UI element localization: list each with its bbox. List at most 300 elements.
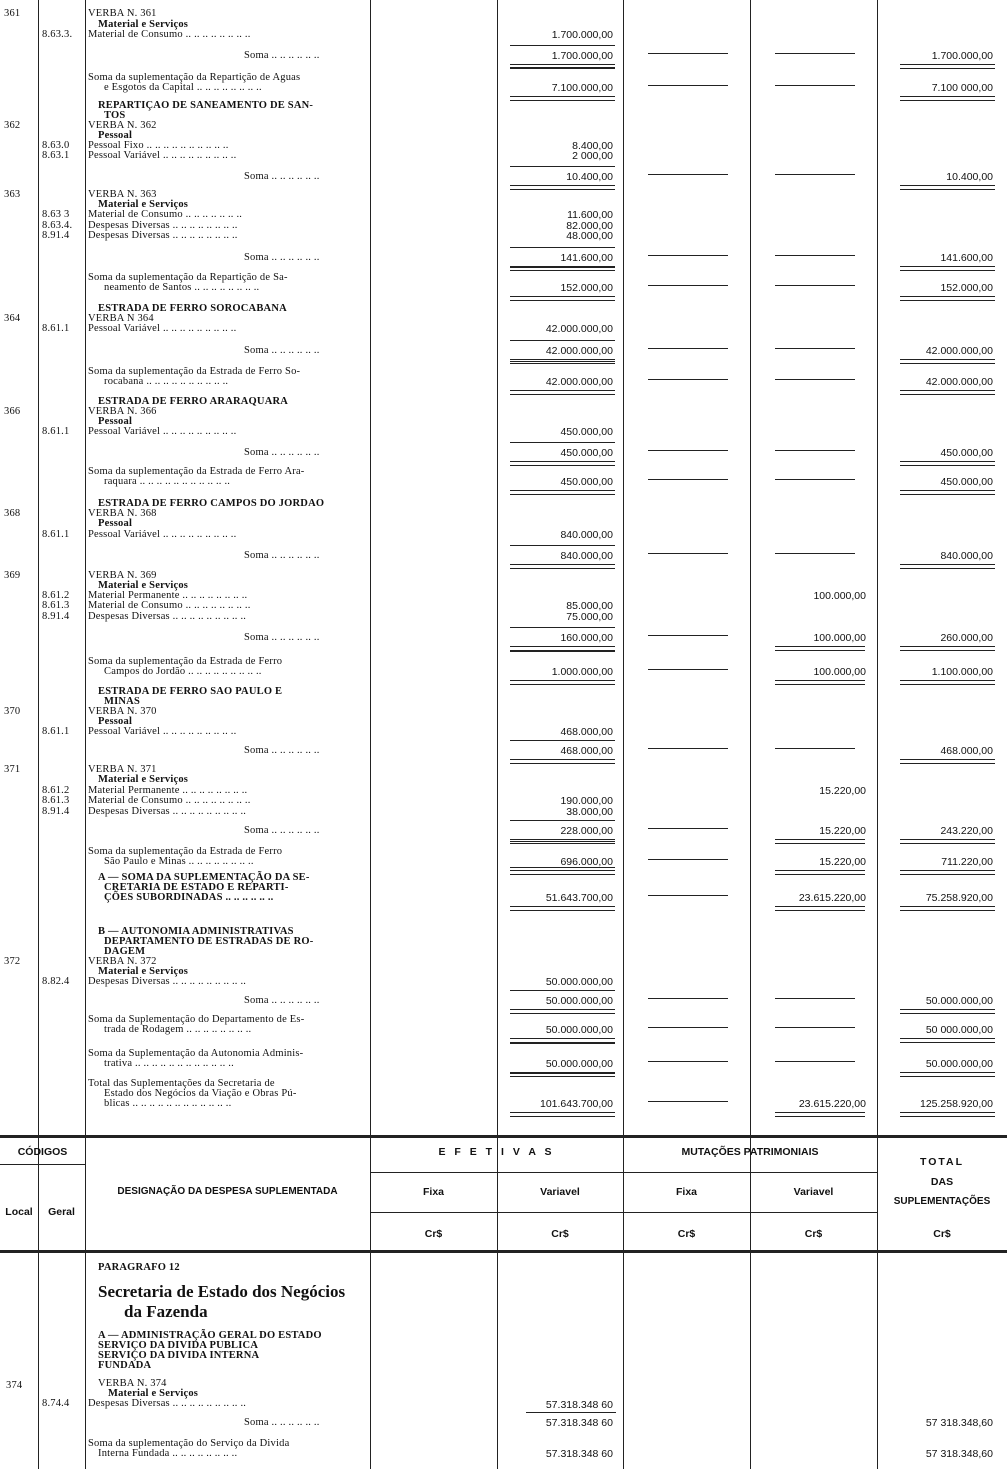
dash-var-pat — [775, 285, 855, 286]
designation-text: Soma .. .. .. .. .. .. — [244, 745, 320, 756]
value-variavel-patrimonial: 15.220,00 — [819, 825, 866, 837]
designation-text: Pessoal — [98, 716, 133, 727]
double-rule-total — [900, 490, 995, 495]
admin-line-1: A — ADMINISTRAÇÃO GERAL DO ESTADO — [98, 1330, 322, 1341]
designation-text: Despesas Diversas .. .. .. .. .. .. .. .. .. — [88, 611, 247, 622]
designation-text: ESTRADA DE FERRO CAMPOS DO JORDAO — [98, 498, 325, 509]
dash-fixa-pat — [648, 998, 728, 999]
double-rule-total — [900, 461, 995, 466]
local-code: 372 — [4, 956, 21, 967]
designation-text: Soma da Suplementação da Autonomia Adminis- — [88, 1048, 304, 1059]
designation-text: ÇÕES SUBORDINADAS .. .. .. .. .. .. — [104, 892, 274, 903]
dash-var-pat — [775, 348, 855, 349]
value-variavel: 10.400,00 — [566, 171, 613, 183]
double-rule-var-pat — [775, 870, 865, 875]
designation-text: e Esgotos da Capital .. .. .. .. .. .. .. .. — [104, 82, 262, 93]
value-total: 75.258.920,00 — [925, 892, 993, 904]
soma-374-label: Soma .. .. .. .. .. .. — [244, 1417, 320, 1428]
designation-text: VERBA N. 369 — [88, 570, 157, 581]
soma-374-total: 57 318.348,60 — [925, 1417, 993, 1429]
double-rule-total — [900, 646, 995, 651]
value-total: 50 000.000,00 — [925, 1024, 993, 1036]
header-top-rule — [0, 1135, 1007, 1138]
local-code-374: 374 — [6, 1380, 23, 1391]
designation-text: Despesas Diversas .. .. .. .. .. .. .. .. — [88, 220, 238, 231]
local-code: 364 — [4, 313, 21, 324]
sum-rule — [510, 651, 615, 652]
sum-rule — [510, 340, 615, 341]
designation-text: B — AUTONOMIA ADMINISTRATIVAS — [98, 926, 294, 937]
dash-var-pat — [775, 998, 855, 999]
value-variavel: 696.000,00 — [560, 856, 613, 868]
designation-text: Soma da suplementação da Estrada de Ferro — [88, 656, 283, 667]
value-variavel: 50.000.000,00 — [545, 1058, 613, 1070]
value-variavel: 1.000.000,00 — [551, 666, 613, 678]
value-total: 125.258.920,00 — [920, 1098, 993, 1110]
geral-code: 8.91.4 — [42, 806, 70, 817]
rule-desig-fixa — [370, 0, 371, 1469]
value-variavel: 50.000.000,00 — [545, 1024, 613, 1036]
designation-text: VERBA N. 361 — [88, 8, 157, 19]
designation-text: Pessoal Variável .. .. .. .. .. .. .. .. .. — [88, 323, 237, 334]
designation-text: ESTRADA DE FERRO SOROCABANA — [98, 303, 287, 314]
dash-fixa-pat — [648, 285, 728, 286]
double-rule-variavel — [510, 906, 615, 911]
designation-text: Soma .. .. .. .. .. .. — [244, 252, 320, 263]
designation-text: Soma .. .. .. .. .. .. — [244, 171, 320, 182]
designation-text: DAGEM — [104, 946, 146, 957]
header-fixa: Fixa — [422, 1186, 444, 1198]
value-variavel: 7.100.000,00 — [551, 82, 613, 94]
header-total: TOTAL — [919, 1156, 965, 1168]
geral-code: 8.61.1 — [42, 529, 70, 540]
dash-fixa-pat — [648, 669, 728, 670]
geral-code: 8.61.3 — [42, 600, 70, 611]
double-rule-variavel — [510, 296, 615, 301]
dash-fixa-pat — [648, 1101, 728, 1102]
geral-code: 8.61.3 — [42, 795, 70, 806]
sum-rule — [510, 442, 615, 443]
designation-text: Soma .. .. .. .. .. .. — [244, 632, 320, 643]
header-fixa-pat: Fixa — [675, 1186, 697, 1198]
designation-text: Estado dos Negócios da Viação e Obras Pú- — [104, 1088, 297, 1099]
dash-var-pat — [775, 53, 855, 54]
double-rule-var-pat — [775, 839, 865, 844]
designation-text: Total das Suplementações da Secretaria de — [88, 1078, 275, 1089]
secretaria-title-2: da Fazenda — [124, 1302, 208, 1321]
value-total: 840.000,00 — [940, 550, 993, 562]
header-efetivas: E F E T I V A S — [438, 1146, 555, 1158]
designation-text: neamento de Santos .. .. .. .. .. .. .. .. — [104, 282, 260, 293]
designation-text: blicas .. .. .. .. .. .. .. .. .. .. .. .. — [104, 1098, 232, 1109]
value-variavel: 50.000.000,00 — [545, 976, 613, 988]
local-code: 368 — [4, 508, 21, 519]
double-rule-total — [900, 1112, 995, 1117]
value-variavel-patrimonial: 15.220,00 — [819, 856, 866, 868]
dash-var-pat — [775, 553, 855, 554]
double-rule-var-pat — [775, 1112, 865, 1117]
double-rule-total — [900, 359, 995, 364]
double-rule-variavel — [510, 96, 615, 101]
designation-text: Pessoal — [98, 416, 133, 427]
local-code: 362 — [4, 120, 21, 131]
designation-text: Material Permanente .. .. .. .. .. .. .. .. — [88, 785, 248, 796]
double-rule-total — [900, 64, 995, 69]
designation-text: Material de Consumo .. .. .. .. .. .. .. .. — [88, 795, 251, 806]
local-code: 369 — [4, 570, 21, 581]
dash-var-pat — [775, 174, 855, 175]
designation-text: Soma da suplementação da Estrada de Ferro Ara- — [88, 466, 305, 477]
value-variavel: 8.400,00 — [572, 140, 613, 152]
double-rule-var-pat — [775, 680, 865, 685]
admin-line-3: SERVIÇO DA DIVIDA INTERNA — [98, 1350, 260, 1361]
sum-rule — [510, 990, 615, 991]
sum-rule — [510, 166, 615, 167]
double-rule-total — [900, 906, 995, 911]
value-variavel: 42.000.000,00 — [545, 376, 613, 388]
sum-rule — [510, 841, 615, 842]
value-total: 152.000,00 — [940, 282, 993, 294]
dash-fixa-pat — [648, 85, 728, 86]
double-rule-total — [900, 266, 995, 271]
double-rule-variavel — [510, 870, 615, 875]
value-variavel: 840.000,00 — [560, 550, 613, 562]
value-variavel-patrimonial: 100.000,00 — [813, 632, 866, 644]
rule-pvar-total — [877, 0, 878, 1469]
admin-line-2: SERVIÇO DA DIVIDA PUBLICA — [98, 1340, 259, 1351]
geral-code: 8.63.0 — [42, 140, 70, 151]
dash-var-pat — [775, 379, 855, 380]
dash-var-pat — [775, 85, 855, 86]
designation-text: Material e Serviços — [98, 774, 189, 785]
designation-text: Pessoal Variável .. .. .. .. .. .. .. .. .. — [88, 150, 237, 161]
dash-fixa-pat — [648, 859, 728, 860]
designation-text: Pessoal — [98, 130, 133, 141]
value-total: 10.400,00 — [946, 171, 993, 183]
value-variavel: 75.000,00 — [566, 611, 613, 623]
value-total: 141.600,00 — [940, 252, 993, 264]
dash-var-pat — [775, 748, 855, 749]
secretaria-title-1: Secretaria de Estado dos Negócios — [98, 1282, 346, 1301]
paragrafo-title: PARAGRAFO 12 — [98, 1262, 180, 1273]
sum-rule — [510, 247, 615, 248]
sum-rule — [510, 820, 615, 821]
designation-text: Pessoal Fixo .. .. .. .. .. .. .. .. .. .. — [88, 140, 229, 151]
geral-code-874: 8.74.4 — [42, 1398, 70, 1409]
dash-fixa-pat — [648, 1027, 728, 1028]
header-cr-2: Cr$ — [551, 1228, 569, 1240]
rule-local-geral — [38, 0, 39, 1469]
rule-374 — [526, 1412, 616, 1413]
local-code: 371 — [4, 764, 21, 775]
dash-fixa-pat — [648, 895, 728, 896]
value-variavel: 42.000.000,00 — [545, 323, 613, 335]
value-variavel: 152.000,00 — [560, 282, 613, 294]
value-total: 450.000,00 — [940, 476, 993, 488]
dash-fixa-pat — [648, 1061, 728, 1062]
value-variavel: 228.000,00 — [560, 825, 613, 837]
designation-text: trativa .. .. .. .. .. .. .. .. .. .. .. .. — [104, 1058, 234, 1069]
sum-rule — [510, 267, 615, 268]
double-rule-total — [900, 680, 995, 685]
despesas-diversas-374: Despesas Diversas .. .. .. .. .. .. .. .. .. — [88, 1398, 247, 1409]
double-rule-variavel — [510, 1112, 615, 1117]
header-bottom-rule — [0, 1250, 1007, 1253]
designation-text: VERBA N 364 — [88, 313, 154, 324]
designation-text: Material de Consumo .. .. .. .. .. .. .. — [88, 209, 243, 220]
double-rule-total — [900, 1038, 995, 1043]
double-rule-variavel — [510, 490, 615, 495]
value-variavel: 190.000,00 — [560, 795, 613, 807]
value-variavel: 11.600,00 — [567, 209, 613, 221]
header-cr-3: Cr$ — [677, 1228, 696, 1240]
geral-code: 8.63 3 — [42, 209, 70, 220]
dash-var-pat — [775, 255, 855, 256]
geral-code: 8.61.2 — [42, 785, 70, 796]
designation-text: A — SOMA DA SUPLEMENTAÇÃO DA SE- — [98, 872, 310, 883]
dash-var-pat — [775, 1027, 855, 1028]
designation-text: Campos do Jordão .. .. .. .. .. .. .. .. .. — [104, 666, 262, 677]
dash-fixa-pat — [648, 828, 728, 829]
designation-text: Pessoal Variável .. .. .. .. .. .. .. .. .. — [88, 426, 237, 437]
dash-fixa-pat — [648, 53, 728, 54]
designation-text: Soma da suplementação da Estrada de Ferro So- — [88, 366, 301, 377]
value-variavel: 42.000.000,00 — [545, 345, 613, 357]
designation-text: Material de Consumo .. .. .. .. .. .. .. .. — [88, 600, 251, 611]
geral-code: 8.63.3. — [42, 29, 73, 40]
designation-text: VERBA N. 370 — [88, 706, 157, 717]
value-variavel: 51.643.700,00 — [545, 892, 613, 904]
geral-code: 8.61.1 — [42, 323, 70, 334]
value-variavel: 450.000,00 — [560, 426, 613, 438]
designation-text: Soma da suplementação da Repartição de Sa- — [88, 272, 288, 283]
dash-fixa-pat — [648, 174, 728, 175]
double-rule-variavel — [510, 680, 615, 685]
dash-var-pat — [775, 1061, 855, 1062]
double-rule-total — [900, 185, 995, 190]
sum-rule — [510, 461, 615, 462]
designation-text: CRETARIA DE ESTADO E REPARTI- — [104, 882, 289, 893]
sum-rule — [510, 545, 615, 546]
dash-fixa-pat — [648, 748, 728, 749]
local-code: 370 — [4, 706, 21, 717]
designation-text: Soma .. .. .. .. .. .. — [244, 550, 320, 561]
value-total: 450.000,00 — [940, 447, 993, 459]
efetivas-rule — [370, 1172, 877, 1173]
double-rule-total — [900, 839, 995, 844]
geral-code: 8.91.4 — [42, 611, 70, 622]
rule-pfixa-pvar — [750, 0, 751, 1469]
value-total: 7.100 000,00 — [931, 82, 993, 94]
designation-text: TOS — [104, 110, 126, 121]
sum-rule — [510, 45, 615, 46]
designation-text: Soma .. .. .. .. .. .. — [244, 50, 320, 61]
double-rule-total — [900, 390, 995, 395]
designation-text: Material de Consumo .. .. .. .. .. .. .. .. — [88, 29, 251, 40]
header-local: Local — [5, 1206, 33, 1218]
designation-text: REPARTIÇAO DE SANEAMENTO DE SAN- — [98, 100, 314, 111]
designation-text: São Paulo e Minas .. .. .. .. .. .. .. .. — [104, 856, 254, 867]
dash-var-pat — [775, 450, 855, 451]
designation-text: Despesas Diversas .. .. .. .. .. .. .. .. — [88, 230, 238, 241]
geral-code: 8.61.2 — [42, 590, 70, 601]
value-variavel-patrimonial: 23.615.220,00 — [798, 1098, 866, 1110]
double-rule-total — [900, 296, 995, 301]
soma-divida-2: Interna Fundada .. .. .. .. .. .. .. .. — [98, 1448, 238, 1459]
designation-text: VERBA N. 371 — [88, 764, 157, 775]
double-rule-variavel — [510, 759, 615, 764]
value-variavel: 450.000,00 — [560, 447, 613, 459]
value-variavel-patrimonial: 23.615.220,00 — [798, 892, 866, 904]
double-rule-total — [900, 564, 995, 569]
soma-divida-variavel: 57.318.348 60 — [545, 1448, 613, 1460]
subhead-rule — [370, 1212, 877, 1213]
local-code: 363 — [4, 189, 21, 200]
rule-geral-desig — [85, 0, 86, 1469]
dash-fixa-pat — [648, 348, 728, 349]
designation-text: trada de Rodagem .. .. .. .. .. .. .. .. — [104, 1024, 252, 1035]
designation-text: Pessoal — [98, 518, 133, 529]
designation-text: ESTRADA DE FERRO ARARAQUARA — [98, 396, 289, 407]
designation-text: Material e Serviços — [98, 199, 189, 210]
sum-rule — [510, 67, 615, 68]
header-designacao: DESIGNAÇÃO DA DESPESA SUPLEMENTADA — [117, 1186, 338, 1197]
header-suplementacoes: SUPLEMENTAÇÕES — [893, 1196, 991, 1207]
value-variavel: 2 000,00 — [572, 150, 613, 162]
designation-text: Material Permanente .. .. .. .. .. .. .. .. — [88, 590, 248, 601]
geral-code: 8.63.1 — [42, 150, 70, 161]
value-variavel: 1.700.000,00 — [551, 50, 613, 62]
value-total: 50.000.000,00 — [925, 995, 993, 1007]
value-total: 468.000,00 — [940, 745, 993, 757]
designation-text: Soma da suplementação da Estrada de Ferro — [88, 846, 283, 857]
designation-text: Despesas Diversas .. .. .. .. .. .. .. .. .. — [88, 806, 247, 817]
geral-code: 8.63.4. — [42, 220, 73, 231]
header-codigos: CÓDIGOS — [17, 1146, 68, 1158]
value-total: 260.000,00 — [940, 632, 993, 644]
designation-text: MINAS — [104, 696, 141, 707]
double-rule-variavel — [510, 185, 615, 190]
value-variavel: 82.000,00 — [566, 220, 613, 232]
sum-rule — [510, 867, 615, 868]
value-total: 50.000.000,00 — [925, 1058, 993, 1070]
double-rule-total — [900, 1072, 995, 1077]
designation-text: Soma da suplementação da Repartição de Aguas — [88, 72, 301, 83]
value-variavel: 85.000,00 — [566, 600, 613, 612]
dash-fixa-pat — [648, 479, 728, 480]
value-total: 42.000.000,00 — [925, 376, 993, 388]
geral-code: 8.61.1 — [42, 426, 70, 437]
designation-text: Soma .. .. .. .. .. .. — [244, 447, 320, 458]
value-total: 711.220,00 — [941, 856, 993, 868]
verba-374: VERBA N. 374 — [98, 1378, 167, 1389]
value-variavel-patrimonial: 15.220,00 — [819, 785, 866, 797]
designation-text: DEPARTAMENTO DE ESTRADAS DE RO- — [104, 936, 314, 947]
dash-fixa-pat — [648, 635, 728, 636]
dash-var-pat — [775, 479, 855, 480]
header-cr-5: Cr$ — [933, 1228, 951, 1240]
sum-rule — [510, 1043, 615, 1044]
double-rule-total — [900, 96, 995, 101]
designation-text: VERBA N. 366 — [88, 406, 157, 417]
sum-rule — [510, 627, 615, 628]
value-variavel: 468.000,00 — [560, 745, 613, 757]
admin-line-4: FUNDADA — [98, 1360, 152, 1371]
designation-text: Pessoal Variável .. .. .. .. .. .. .. .. .. — [88, 726, 237, 737]
sum-rule — [510, 740, 615, 741]
designation-text: Soma .. .. .. .. .. .. — [244, 825, 320, 836]
codigos-rule — [0, 1164, 85, 1165]
designation-text: Soma .. .. .. .. .. .. — [244, 345, 320, 356]
double-rule-total — [900, 759, 995, 764]
designation-text: Soma .. .. .. .. .. .. — [244, 995, 320, 1006]
sum-rule — [510, 1073, 615, 1074]
rule-var-pfixa — [623, 0, 624, 1469]
designation-text: Soma da Suplementação do Departamento de Es- — [88, 1014, 305, 1025]
designation-text: Material e Serviços — [98, 966, 189, 977]
header-variavel: Variavel — [540, 1186, 580, 1198]
header-geral: Geral — [48, 1206, 75, 1218]
value-variavel: 101.643.700,00 — [540, 1098, 613, 1110]
value-total: 42.000.000,00 — [925, 345, 993, 357]
designation-text: VERBA N. 363 — [88, 189, 157, 200]
double-rule-variavel — [510, 390, 615, 395]
header-cr-4: Cr$ — [804, 1228, 823, 1240]
value-variavel: 840.000,00 — [560, 529, 613, 541]
value-variavel: 48.000,00 — [566, 230, 613, 242]
value-variavel-patrimonial: 100.000,00 — [813, 666, 866, 678]
designation-text: Material e Serviços — [98, 580, 189, 591]
material-servicos-374: Material e Serviços — [108, 1388, 199, 1399]
value-variavel: 141.600,00 — [560, 252, 613, 264]
value-variavel: 38.000,00 — [566, 806, 613, 818]
header-cr-1: Cr$ — [424, 1228, 443, 1240]
header-variavel-pat: Variavel — [793, 1186, 834, 1198]
value-total: 243.220,00 — [940, 825, 993, 837]
value-total: 1.100.000,00 — [931, 666, 993, 678]
despesas-374-variavel: 57.318.348 60 — [545, 1399, 613, 1411]
designation-text: Despesas Diversas .. .. .. .. .. .. .. .. .. — [88, 976, 247, 987]
geral-code: 8.61.1 — [42, 726, 70, 737]
designation-text: Pessoal Variável .. .. .. .. .. .. .. .. .. — [88, 529, 237, 540]
header-mutacoes: MUTAÇÕES PATRIMONIAIS — [681, 1146, 819, 1158]
dash-fixa-pat — [648, 553, 728, 554]
value-variavel: 1.700.000,00 — [551, 29, 613, 41]
geral-code: 8.91.4 — [42, 230, 70, 241]
soma-divida-total: 57 318.348,60 — [925, 1448, 993, 1460]
double-rule-var-pat — [775, 646, 865, 651]
local-code: 361 — [4, 8, 21, 19]
sum-rule — [510, 1009, 615, 1010]
value-variavel: 160.000,00 — [560, 632, 613, 644]
double-rule-var-pat — [775, 906, 865, 911]
value-variavel: 50.000.000,00 — [545, 995, 613, 1007]
designation-text: rocabana .. .. .. .. .. .. .. .. .. .. — [104, 376, 229, 387]
soma-divida-1: Soma da suplementação do Serviço da Divida — [88, 1438, 290, 1449]
designation-text: raquara .. .. .. .. .. .. .. .. .. .. .. — [104, 476, 231, 487]
double-rule-variavel — [510, 564, 615, 569]
dash-fixa-pat — [648, 450, 728, 451]
designation-text: VERBA N. 372 — [88, 956, 157, 967]
header-das: DAS — [930, 1176, 954, 1188]
designation-text: VERBA N. 362 — [88, 120, 157, 131]
local-code: 366 — [4, 406, 21, 417]
designation-text: ESTRADA DE FERRO SAO PAULO E — [98, 686, 283, 697]
designation-text: VERBA N. 368 — [88, 508, 157, 519]
sum-rule — [510, 361, 615, 362]
value-variavel: 468.000,00 — [560, 726, 613, 738]
designation-text: Material e Serviços — [98, 19, 189, 30]
